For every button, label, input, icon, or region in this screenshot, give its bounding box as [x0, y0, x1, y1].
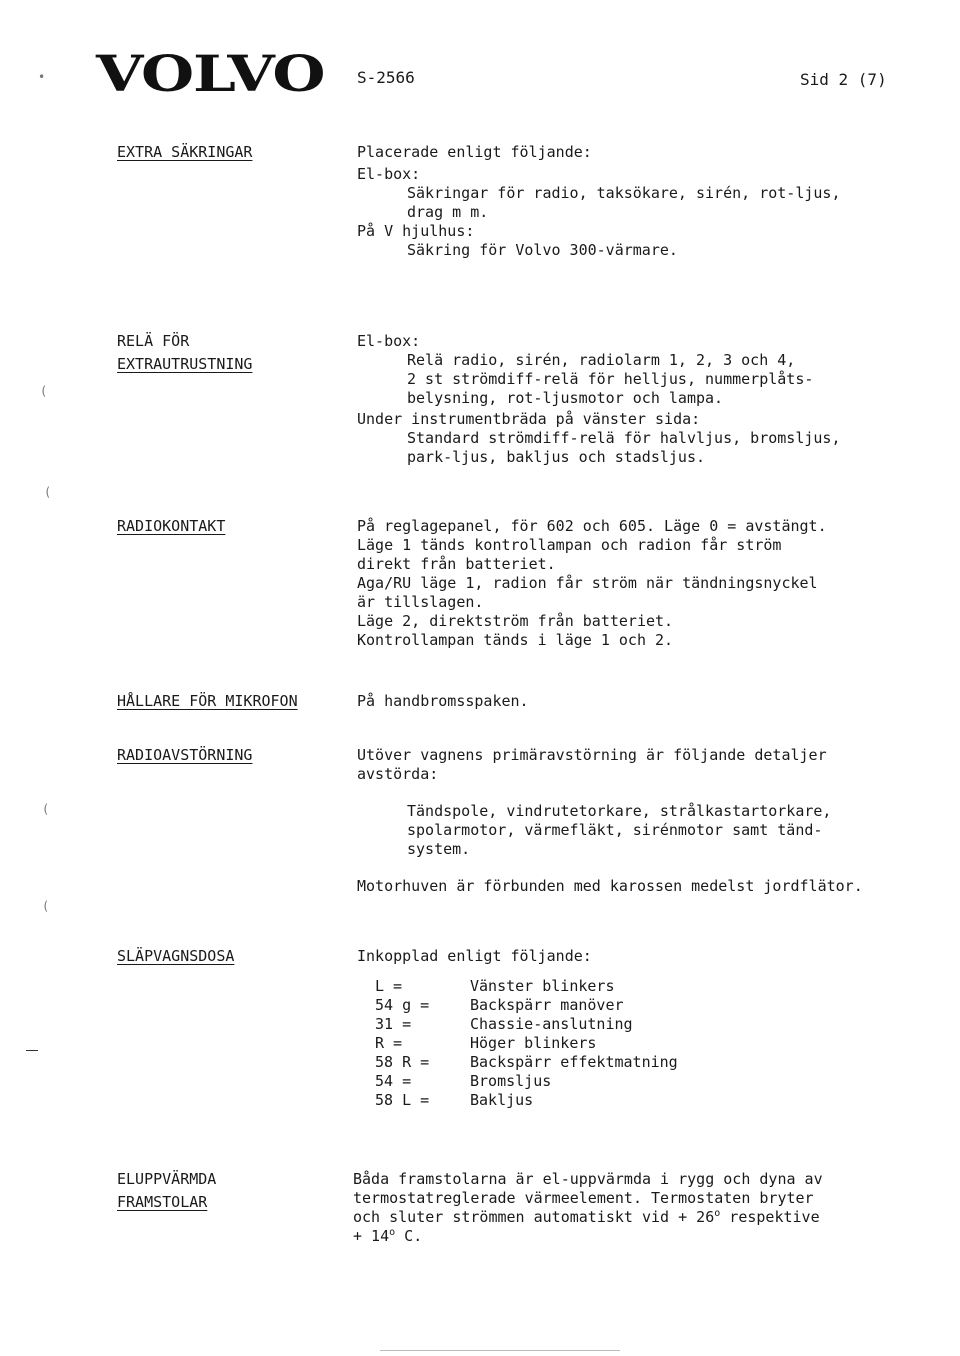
- pin-code: 58 L =: [375, 1091, 430, 1109]
- text-line: Under instrumentbräda på vänster sida:: [357, 410, 701, 428]
- volvo-logo: VOLVO: [96, 44, 325, 103]
- label-heated-seats: [117, 1170, 216, 1212]
- pin-code: 58 R =: [375, 1053, 430, 1071]
- pin-desc: Höger blinkers: [470, 1034, 597, 1052]
- pin-row: [375, 996, 678, 1015]
- text-line: park-ljus, bakljus och stadsljus.: [407, 448, 706, 466]
- text-line: [353, 1208, 823, 1227]
- pin-desc: Bromsljus: [470, 1072, 552, 1090]
- text-line: På handbromsspaken.: [357, 692, 529, 710]
- pin-row: [375, 1053, 678, 1072]
- mic-holder-text: [357, 692, 529, 711]
- trailer-socket-intro: [357, 947, 592, 966]
- page-number: Sid 2 (7): [800, 70, 887, 89]
- text-line: Båda framstolarna är el-uppvärmda i rygg och dyna av: [353, 1170, 823, 1188]
- text-line: direkt från batteriet.: [357, 555, 556, 573]
- text-line: avstörda:: [357, 765, 439, 783]
- label-mic-holder: HÅLLARE FÖR MIKROFON: [117, 692, 298, 710]
- text-line: Kontrollampan tänds i läge 1 och 2.: [357, 631, 674, 649]
- text-line: El-box:: [357, 332, 421, 350]
- degree-superscript: o: [714, 1208, 721, 1219]
- text-line: system.: [407, 840, 471, 858]
- text-line: Utöver vagnens primäravstörning är följande detaljer: [357, 746, 827, 764]
- scan-mark: (: [44, 485, 52, 499]
- text-line: spolarmotor, värmefläkt, sirénmotor samt tänd-: [407, 821, 823, 839]
- label-extra-fuses: EXTRA SÄKRINGAR: [117, 143, 253, 161]
- text-line: belysning, rot-ljusmotor och lampa.: [407, 389, 724, 407]
- text-line: [353, 1227, 823, 1246]
- label-relays: [117, 332, 252, 374]
- text-line: El-box:: [357, 165, 421, 183]
- text-fragment: och sluter strömmen automatiskt vid + 26: [353, 1208, 715, 1226]
- pin-row: [375, 1034, 678, 1053]
- label-trailer-socket: SLÄPVAGNSDOSA: [117, 947, 235, 965]
- text-line: termostatreglerade värmeelement. Termostaten bryter: [353, 1189, 814, 1207]
- label-line: FRAMSTOLAR: [117, 1193, 208, 1211]
- label-radio-suppression: RADIOAVSTÖRNING: [117, 746, 253, 764]
- text-line: Placerade enligt följande:: [357, 143, 592, 161]
- pin-desc: Backspärr effektmatning: [470, 1053, 678, 1071]
- radio-suppression-text: [357, 746, 863, 896]
- pin-desc: Backspärr manöver: [470, 996, 624, 1014]
- label-line: EXTRAUTRUSTNING: [117, 355, 253, 373]
- text-line: Tändspole, vindrutetorkare, strålkastartorkare,: [407, 802, 832, 820]
- text-line: På reglagepanel, för 602 och 605. Läge 0 = avstängt.: [357, 517, 827, 535]
- pin-code: 54 =: [375, 1072, 412, 1090]
- trailer-pin-table: [375, 977, 678, 1110]
- scan-mark: (: [40, 384, 48, 398]
- text-line: Säkringar för radio, taksökare, sirén, rot-ljus,: [407, 184, 841, 202]
- pin-desc: Vänster blinkers: [470, 977, 615, 995]
- pin-desc: Bakljus: [470, 1091, 534, 1109]
- text-fragment: respektive: [720, 1208, 820, 1226]
- text-line: Inkopplad enligt följande:: [357, 947, 592, 965]
- extra-fuses-text: [357, 143, 840, 260]
- text-line: drag m m.: [407, 203, 489, 221]
- text-fragment: + 14: [353, 1227, 390, 1245]
- scan-line: [380, 1350, 620, 1351]
- document-number: S-2566: [357, 68, 415, 87]
- label-line: ELUPPVÄRMDA: [117, 1170, 217, 1188]
- pin-code: 31 =: [375, 1015, 412, 1033]
- label-radio-contact: RADIOKONTAKT: [117, 517, 226, 535]
- text-line: Motorhuven är förbunden med karossen medelst jordflätor.: [357, 877, 863, 895]
- pin-desc: Chassie-anslutning: [470, 1015, 633, 1033]
- relays-text: [357, 332, 840, 467]
- pin-row: [375, 1072, 678, 1091]
- text-line: 2 st strömdiff-relä för helljus, nummerplåts-: [407, 370, 814, 388]
- radio-contact-text: [357, 517, 827, 650]
- text-line: Aga/RU läge 1, radion får ström när tändningsnyckel: [357, 574, 818, 592]
- text-line: är tillslagen.: [357, 593, 484, 611]
- degree-superscript: o: [389, 1227, 396, 1238]
- pin-row: [375, 1091, 678, 1110]
- text-line: Läge 1 tänds kontrollampan och radion får ström: [357, 536, 782, 554]
- text-line: Läge 2, direktström från batteriet.: [357, 612, 674, 630]
- pin-row: [375, 977, 678, 996]
- pin-code: 54 g =: [375, 996, 430, 1014]
- text-line: Relä radio, sirén, radiolarm 1, 2, 3 och 4,: [407, 351, 796, 369]
- label-line: RELÄ FÖR: [117, 332, 190, 350]
- scan-mark: (: [42, 802, 50, 816]
- text-line: På V hjulhus:: [357, 222, 475, 240]
- pin-code: L =: [375, 977, 403, 995]
- scan-dash: [26, 1050, 38, 1051]
- scan-speck: •: [38, 70, 46, 84]
- scan-mark: (: [42, 899, 50, 913]
- text-line: Säkring för Volvo 300-värmare.: [407, 241, 678, 259]
- text-line: Standard strömdiff-relä för halvljus, bromsljus,: [407, 429, 841, 447]
- text-fragment: C.: [395, 1227, 423, 1245]
- pin-row: [375, 1015, 678, 1034]
- pin-code: R =: [375, 1034, 403, 1052]
- heated-seats-text: [353, 1170, 823, 1246]
